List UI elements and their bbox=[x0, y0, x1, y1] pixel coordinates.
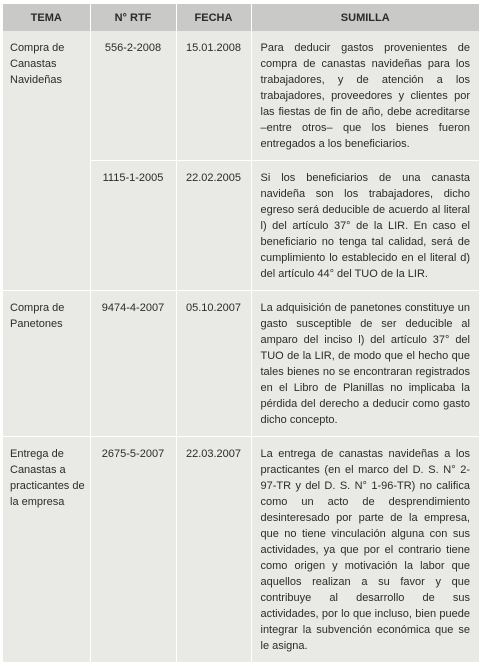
table-row bbox=[3, 31, 479, 161]
cell-tema: Compra de Canastas Navideñas bbox=[3, 31, 90, 291]
cell-rtf: 1115-1-2005 bbox=[90, 161, 176, 291]
cell-fecha: 22.03.2007 bbox=[176, 437, 251, 663]
header-row bbox=[3, 4, 479, 31]
rtf-table bbox=[3, 4, 479, 663]
header-fecha: FECHA bbox=[176, 4, 251, 31]
cell-rtf: 556-2-2008 bbox=[90, 31, 176, 161]
cell-rtf: 2675-5-2007 bbox=[90, 437, 176, 663]
cell-sumilla: La adquisición de panetones constituye un gasto susceptible de ser deducible al amparo del inciso l) del artículo 37° del TUO de la LIR, de modo que el hecho que tales bienes no se encontraran registrados en el Libro de Planillas no implicaba la pérdida del derecho a deducir como gasto dicho concepto. bbox=[251, 291, 479, 437]
table-body bbox=[3, 31, 479, 663]
cell-rtf: 9474-4-2007 bbox=[90, 291, 176, 437]
cell-fecha: 05.10.2007 bbox=[176, 291, 251, 437]
cell-fecha: 22.02.2005 bbox=[176, 161, 251, 291]
cell-sumilla: Si los beneficiarios de una canasta navideña son los trabajadores, dicho egreso será deducible de acuerdo al literal l) del artículo 37° de la LIR. En caso el beneficiario no tenga tal calidad, será de cumplimiento lo establecido en el literal d) del artículo 44° del TUO de la LIR. bbox=[251, 161, 479, 291]
cell-sumilla: Para deducir gastos provenientes de compra de canastas navideñas para los trabajadores, y de atención a los trabajadores, proveedores y clientes por las fiestas de fin de año, debe acreditarse –entre otros– que los bienes fueron entregados a los beneficiarios. bbox=[251, 31, 479, 161]
cell-tema: Compra de Panetones bbox=[3, 291, 90, 437]
table-row bbox=[3, 291, 479, 437]
cell-fecha: 15.01.2008 bbox=[176, 31, 251, 161]
table-header bbox=[3, 4, 479, 31]
cell-sumilla: La entrega de canastas navideñas a los practicantes (en el marco del D. S. N° 2-97-TR y del D. S. N° 1-96-TR) no califica como un acto de desprendimiento desinteresado por parte de la empresa, que no tiene vinculación alguna con sus actividades, ya que por el contrario tiene como origen y motivación la labor que aquellos realizan a su favor y que contribuye al desarrollo de sus actividades, por lo que incluso, bien puede integrar la subvención económica que se le asigna. bbox=[251, 437, 479, 663]
cell-tema: Entrega de Canastas a practicantes de la empresa bbox=[3, 437, 90, 663]
header-tema: TEMA bbox=[3, 4, 90, 31]
header-rtf: N° RTF bbox=[90, 4, 176, 31]
header-sumilla: SUMILLA bbox=[251, 4, 479, 31]
table-row bbox=[3, 437, 479, 663]
